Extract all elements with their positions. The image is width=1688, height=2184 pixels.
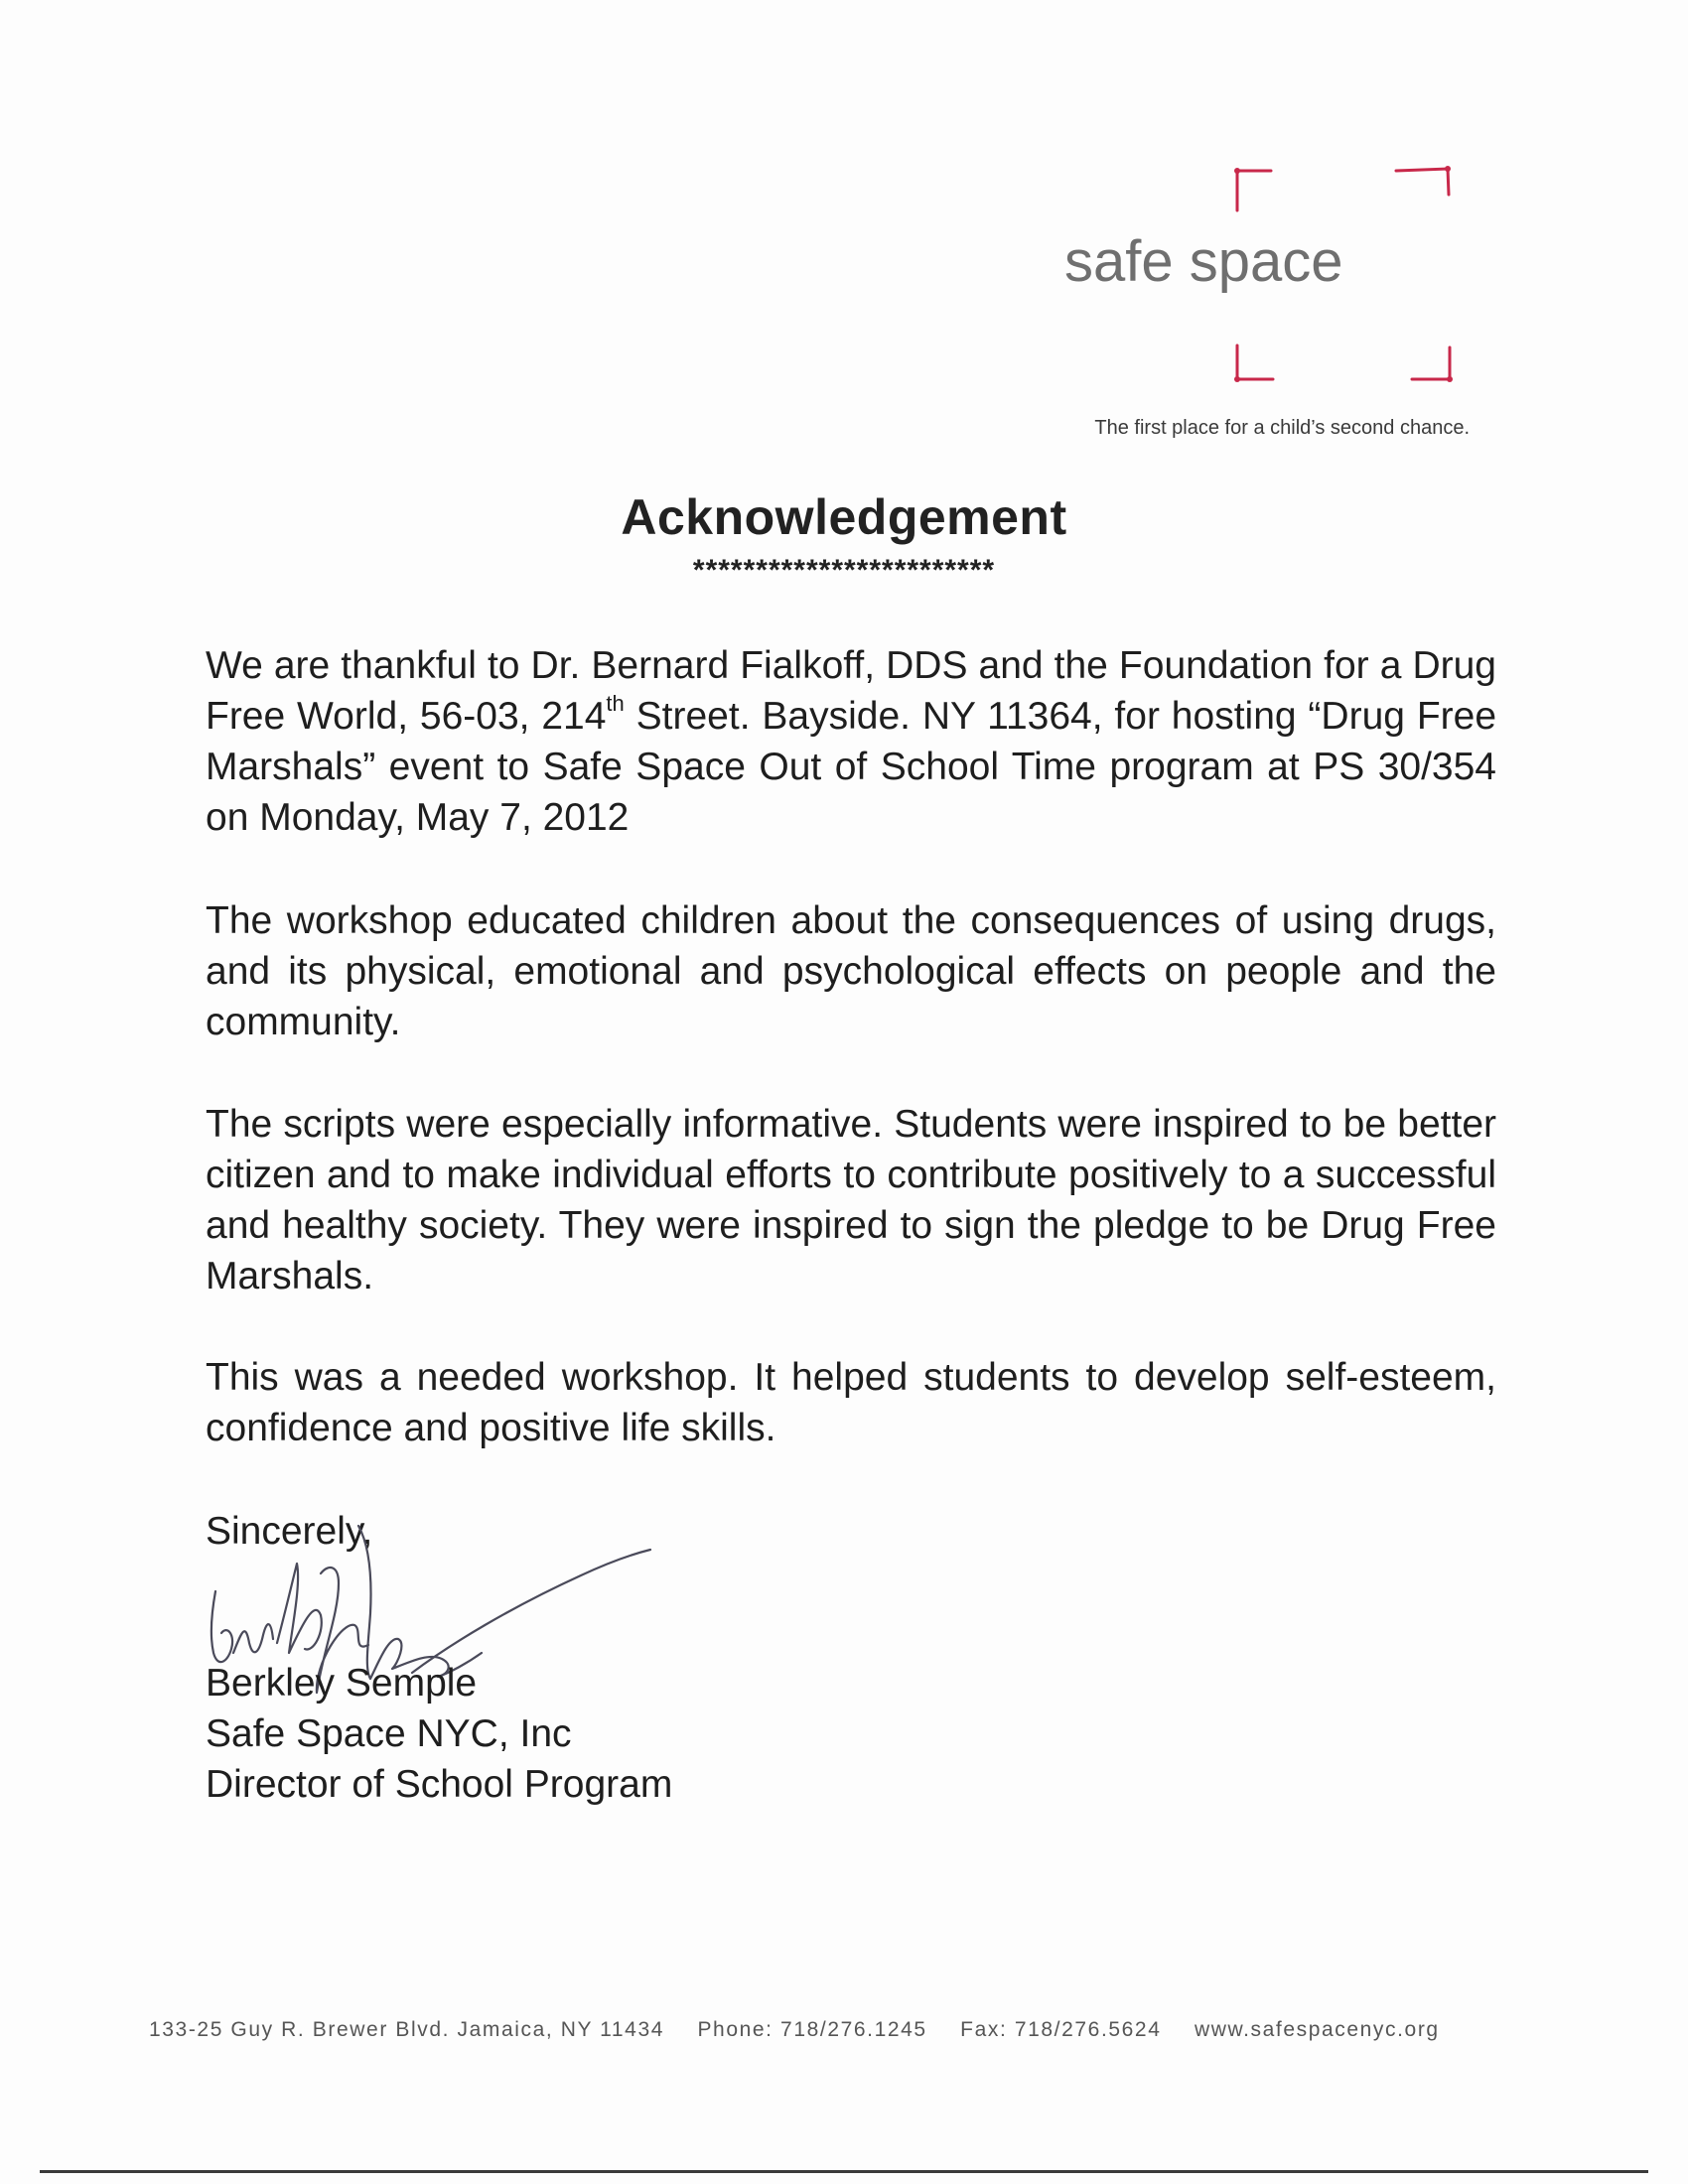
footer-fax: Fax: 718/276.5624 <box>960 2018 1162 2041</box>
paragraph-thanks <box>206 640 1496 843</box>
paragraph-workshop: The workshop educated children about the consequences of using drugs, and its physical, emotional and psychological effects on people and the community. <box>206 899 1496 1043</box>
logo-corner-top-left <box>1237 171 1271 210</box>
logo-wordmark: safe space <box>1064 229 1343 294</box>
footer-phone: Phone: 718/276.1245 <box>697 2018 927 2041</box>
logo-corner-dot <box>1234 376 1240 382</box>
footer-address: 133-25 Guy R. Brewer Blvd. Jamaica, NY 11434 <box>149 2018 665 2041</box>
signer-name: Berkley Semple <box>206 1662 478 1705</box>
logo-corner-dot <box>1447 376 1453 382</box>
logo-corner-dot <box>1445 166 1451 172</box>
safe-space-logo <box>1053 159 1470 397</box>
logo-corner-bottom-left <box>1237 345 1273 379</box>
logo-corner-bottom-right <box>1412 347 1450 379</box>
closing-salutation: Sincerely, <box>206 1510 373 1553</box>
signer-organization: Safe Space NYC, Inc <box>206 1712 572 1755</box>
title-separator: ************************ <box>692 554 996 587</box>
page-bottom-rule <box>40 2170 1648 2173</box>
signer-title: Director of School Program <box>206 1763 673 1806</box>
logo-corner-top-right <box>1396 169 1449 195</box>
footer-contact <box>149 2018 1539 2042</box>
logo-tagline: The first place for a child’s second chance. <box>1094 417 1470 439</box>
paragraph-scripts: The scripts were especially informative. Students were inspired to be better citizen and to make individual efforts to contribute positively to a successful and healthy society. They were inspired to sign the pledge to be Drug Free Marshals. <box>206 1103 1496 1297</box>
footer-website: www.safespacenyc.org <box>1194 2018 1440 2041</box>
logo-corner-dot <box>1234 168 1240 174</box>
paragraph-thanks-part-b: Street. Bayside. NY 11364, for hosting “Drug Free Marshals” event to Safe Space Out of School Time program at PS 30/354 on Monday, May 7, 2012 <box>206 695 1497 839</box>
ordinal-suffix: th <box>606 691 625 716</box>
paragraph-needed: This was a needed workshop. It helped students to develop self-esteem, confidence and positive life skills. <box>206 1356 1496 1449</box>
paragraph-thanks-part-a: We are thankful to Dr. Bernard Fialkoff, DDS and the Foundation for a Drug Free World, 56-03, 214 <box>206 644 1496 738</box>
page-title: Acknowledgement <box>621 489 1067 545</box>
